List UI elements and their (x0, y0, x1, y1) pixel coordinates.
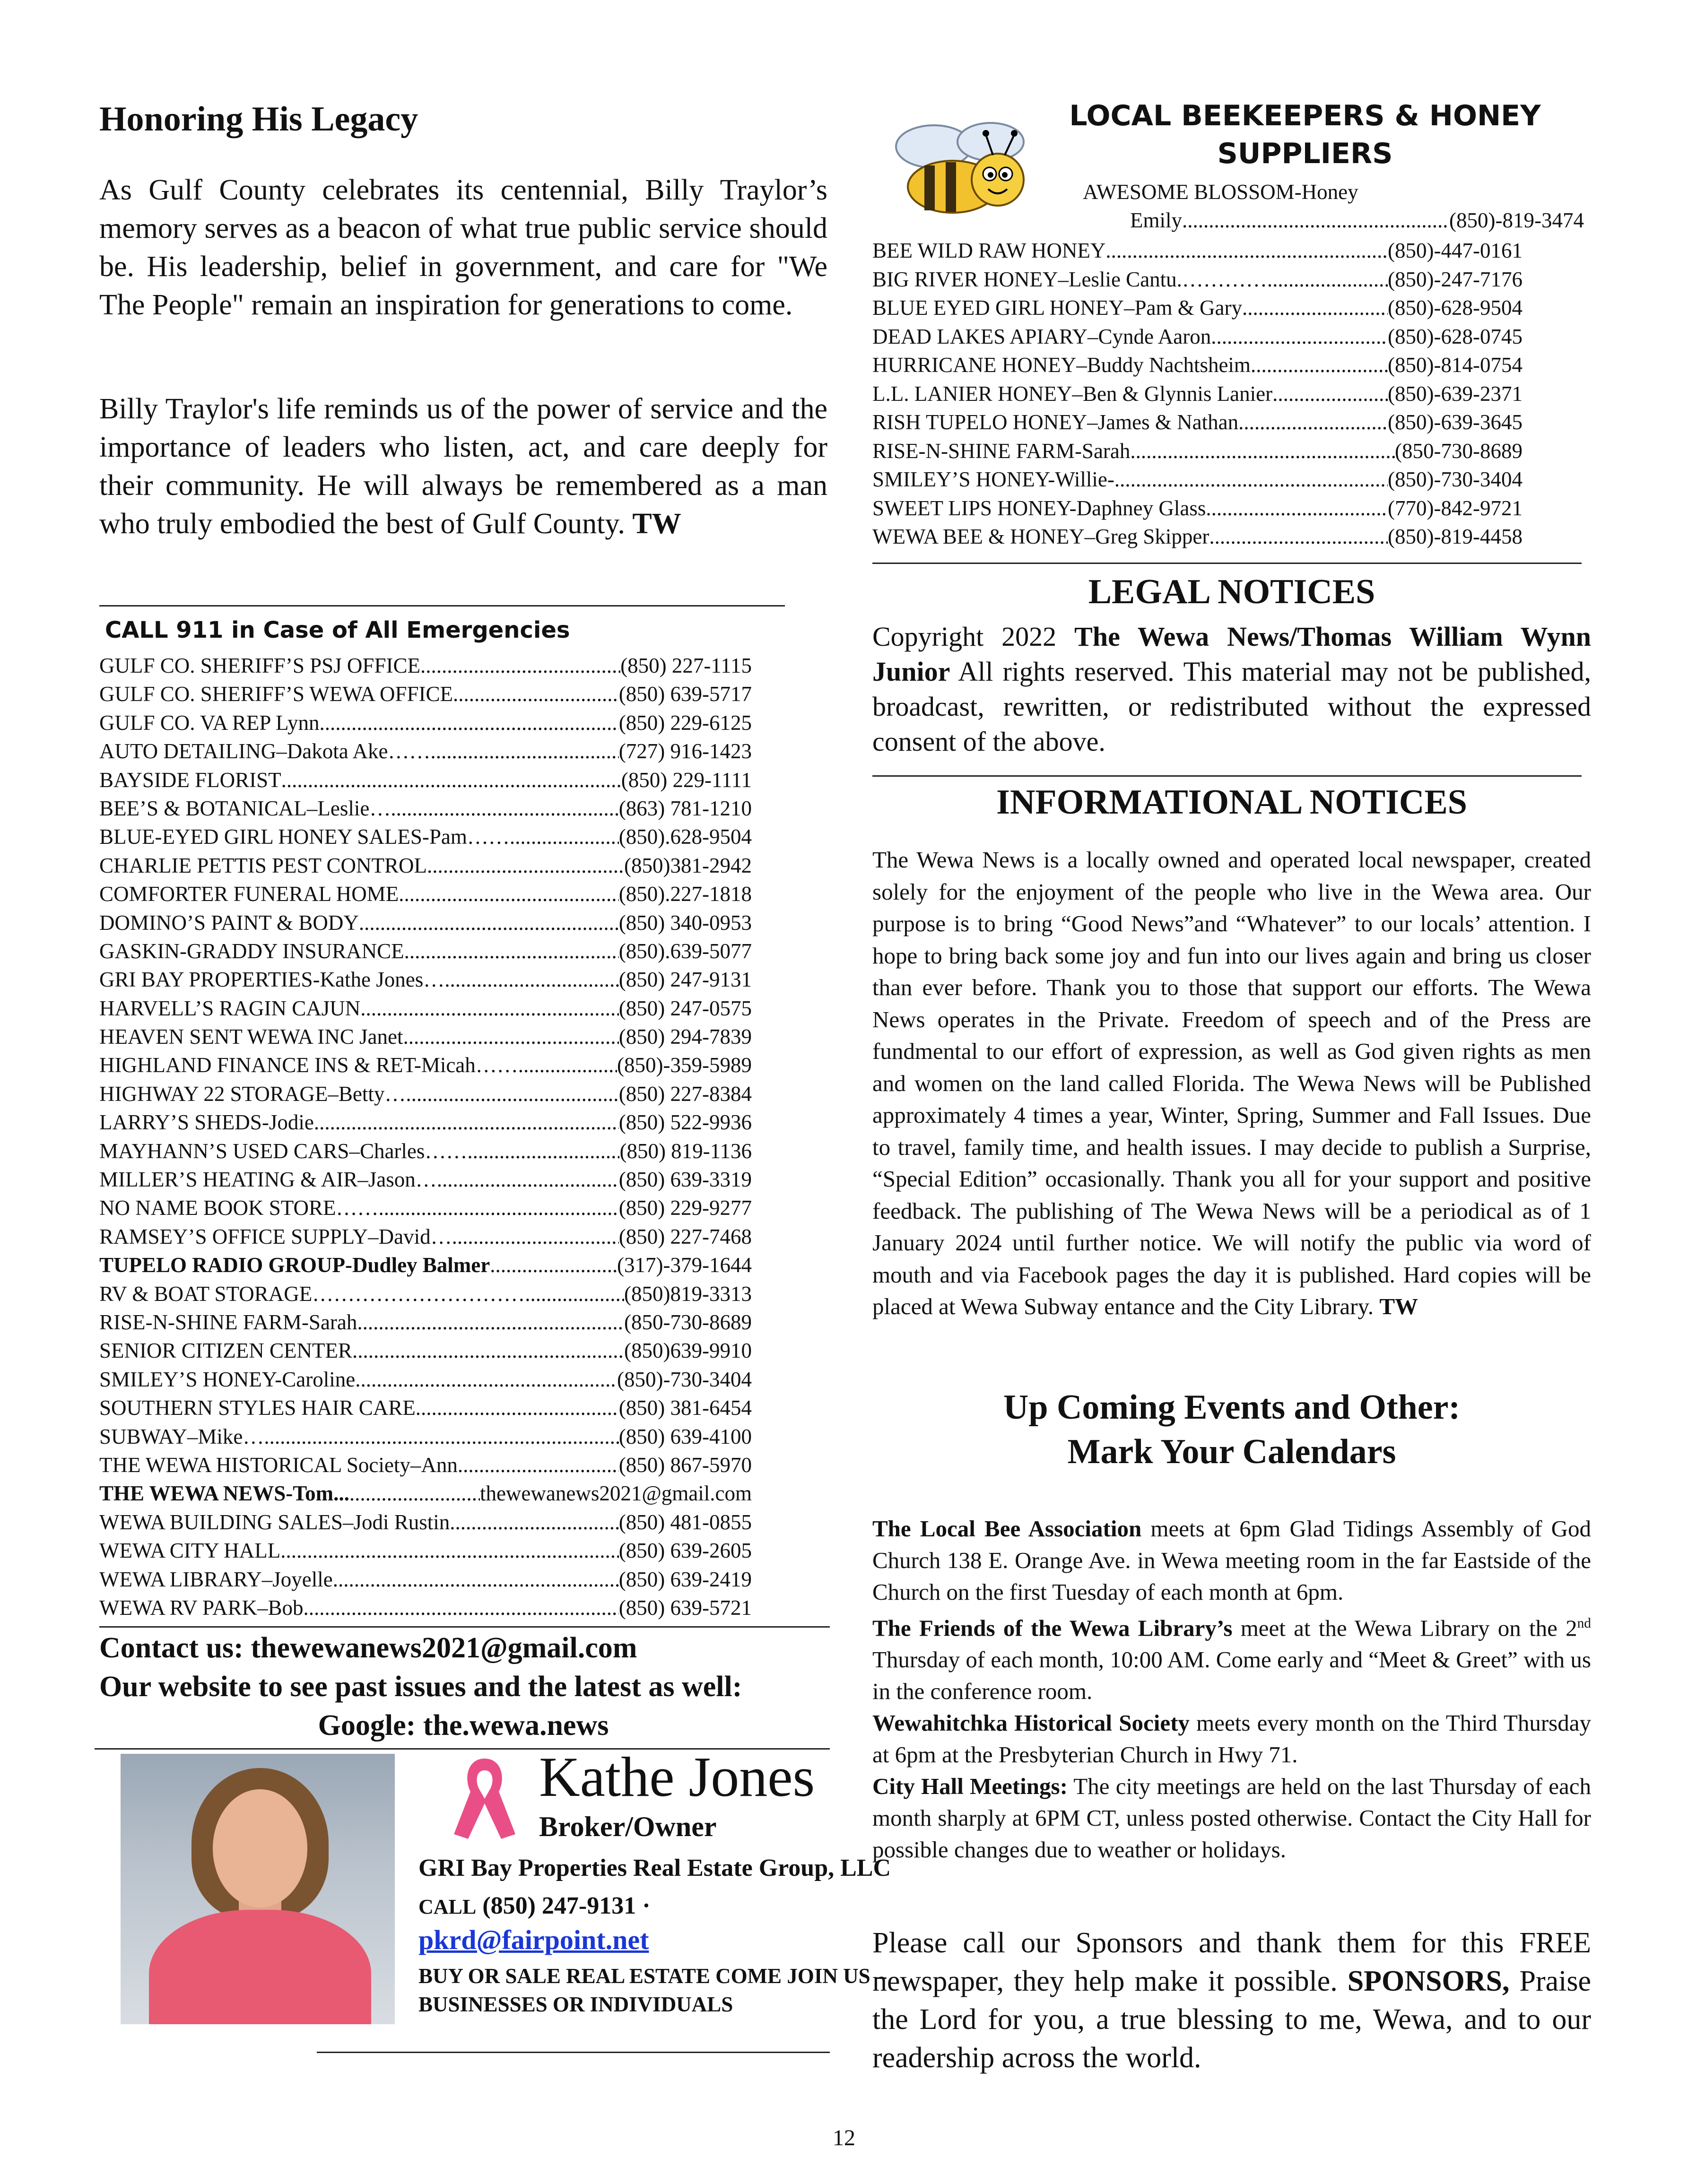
directory-row (99, 794, 752, 823)
legal-rest: All rights reserved. This material may not be published, broadcast, rewritten, or redistributed without the expressed consent of the above. (872, 656, 1591, 757)
directory-phone: (727) 916-1423 (618, 739, 752, 763)
awesome-blossom-contact (1130, 208, 1584, 233)
directory-name: GULF CO. SHERIFF’S WEWA OFFICE (99, 682, 453, 706)
directory-row (99, 1194, 752, 1222)
directory-phone: (850)-247-7176 (1388, 267, 1523, 291)
directory-phone: (863) 781-1210 (618, 796, 752, 820)
directory-name: WEWA LIBRARY–Joyelle (99, 1567, 333, 1591)
directory-name: BEE WILD RAW HONEY (872, 239, 1106, 262)
directory-row (99, 1251, 752, 1279)
directory-row (872, 522, 1523, 551)
directory-row (99, 851, 752, 880)
directory-phone: (850) 227-8384 (618, 1082, 752, 1106)
directory-name: THE WEWA HISTORICAL Society–Ann (99, 1453, 458, 1477)
directory-row (872, 236, 1523, 265)
directory-row (99, 1051, 752, 1079)
events-list (872, 1513, 1591, 1865)
directory-row (99, 909, 752, 937)
directory-phone: (850) 227-1115 (620, 654, 752, 677)
ad-company-name: GRI Bay Properties Real Estate Group, LLC (418, 1855, 891, 1881)
directory-name: GASKIN-GRADDY INSURANCE (99, 939, 404, 963)
event-text: meets every month on the Third Thursday at 6pm at the Presbyterian Church in Hwy 71. (872, 1710, 1591, 1768)
directory-row (99, 1080, 752, 1108)
event-name: The Friends of the Wewa Library’s (872, 1615, 1233, 1641)
directory-name: GULF CO. VA REP Lynn (99, 711, 320, 735)
directory-row (99, 1565, 752, 1594)
pink-ribbon-icon (449, 1754, 520, 1844)
directory-phone: (317)-379-1644 (617, 1253, 752, 1277)
directory-name: RV & BOAT STORAGE………………………… (99, 1282, 525, 1306)
directory-phone: (850)-639-3645 (1388, 410, 1523, 434)
directory-name: SENIOR CITIZEN CENTER (99, 1339, 352, 1363)
directory-phone: (850) 229-1111 (621, 768, 752, 792)
beekeepers-divider (872, 563, 1582, 564)
directory-row (99, 823, 752, 851)
directory-row (872, 294, 1523, 322)
ad-call-label: CALL (418, 1895, 477, 1918)
legal-divider (872, 775, 1582, 777)
directory-phone: thewewanews2021@gmail.com (479, 1482, 752, 1506)
directory-phone: (850) 227-7468 (618, 1224, 752, 1248)
directory-phone: (850)-730-3404 (1388, 468, 1523, 491)
directory-name: BLUE EYED GIRL HONEY–Pam & Gary (872, 296, 1242, 320)
directory-row (99, 1394, 752, 1422)
event-item (872, 1608, 1591, 1707)
directory-phone: (850) 639-2419 (618, 1567, 752, 1591)
directory-row (99, 1422, 752, 1451)
directory-name: SOUTHERN STYLES HAIR CARE (99, 1396, 416, 1420)
directory-row (99, 965, 752, 994)
directory-name: COMFORTER FUNERAL HOME (99, 882, 399, 906)
directory-name: DOMINO’S PAINT & BODY (99, 910, 359, 935)
legacy-paragraph-1: As Gulf County celebrates its centennial, Billy Traylor’s memory serves as a beacon of what true public service should be. His leadership, belief in government, and care for "We The People" remain an inspiration for generations to come. (99, 174, 827, 321)
directory-name: BEE’S & BOTANICAL–Leslie… (99, 796, 391, 820)
directory-row (99, 709, 752, 737)
directory-name: HARVELL’S RAGIN CAJUN (99, 996, 361, 1020)
contact-website-line: Our website to see past issues and the latest as well: (99, 1671, 742, 1703)
ad-email-link[interactable]: pkrd@fairpoint.net (418, 1924, 649, 1955)
directory-row (872, 437, 1523, 466)
info-text: The Wewa News is a locally owned and operated local newspaper, created solely for the enjoyment of the people who live in the Wewa area. Our purpose is to bring “Good News”and “Whatever” to our locals’ attention. I hope to bring back some joy and fun into our lives again and bring us closer than ever before. Thank you to those that support our efforts. The Wewa News operates in the Private. Freedom of speech and of the Press are fundmental to our effort of expression, as well as God given rights as men and women on the land called Florida. The Wewa News will be Published approximately 4 times a year, Winter, Spring, Summer and Fall Issues. Due to travel, family time, and health issues. I may decide to publish a Surprise, “Special Edition” occasionally. Thank you all for your support and positive feedback. The publishing of The Wewa News will be a periodical as of 1 January 2024 until further notice. We will notify the public via word of mouth and via Facebook pages the day it is published. Hard copies will be placed at Wewa Subway entance and the City Library. (872, 847, 1591, 1319)
directory-phone: (850)-730-3404 (617, 1367, 752, 1391)
directory-name: HIGHWAY 22 STORAGE–Betty… (99, 1082, 406, 1106)
directory-name: WEWA CITY HALL (99, 1539, 281, 1563)
directory-phone: (850)-359-5989 (617, 1053, 752, 1077)
contact-email-line: Contact us: thewewanews2021@gmail.com (99, 1632, 637, 1664)
directory-phone: (850) 819-1136 (619, 1139, 752, 1163)
closing-message (872, 1924, 1591, 2077)
ad-phone: (850) 247-9131 · (482, 1892, 651, 1919)
directory-phone: (850) 639-3319 (618, 1168, 752, 1192)
closing-text: Praise the Lord for you, a true blessing to me, Wewa, and to our readership across the world. (872, 1965, 1591, 2074)
directory-row (99, 766, 752, 794)
directory-row (99, 1451, 752, 1479)
directory-phone: (850)-628-0745 (1388, 324, 1523, 348)
directory-name: WEWA BEE & HONEY–Greg Skipper (872, 525, 1209, 548)
directory-phone: (850) 867-5970 (618, 1453, 752, 1477)
directory-name: BAYSIDE FLORIST (99, 768, 281, 792)
directory-name: GRI BAY PROPERTIES-Kathe Jones… (99, 968, 445, 992)
directory-name: WEWA BUILDING SALES–Jodi Rustin (99, 1510, 450, 1534)
directory-name: NO NAME BOOK STORE……. (99, 1196, 384, 1220)
directory-name: SMILEY’S HONEY-Willie- (872, 468, 1114, 491)
contact-google-line: Google: the.wewa.news (318, 1709, 609, 1742)
directory-row (99, 651, 752, 680)
event-text: meets at 6pm Glad Tidings Assembly of God Church 138 E. Orange Ave. in Wewa meeting room in the far Eastside of the Church on the first Tuesday of each month at 6pm. (872, 1516, 1591, 1605)
directory-name: WEWA RV PARK–Bob (99, 1595, 304, 1620)
directory-phone: (850) 294-7839 (618, 1025, 752, 1049)
ad-bottom-divider (317, 2052, 830, 2053)
directory-phone: (850) 247-0575 (618, 996, 752, 1020)
directory-row (872, 322, 1523, 351)
directory-name: TUPELO RADIO GROUP-Dudley Balmer (99, 1253, 490, 1277)
directory-phone: (850)-447-0161 (1388, 239, 1523, 262)
directory-row (99, 1308, 752, 1336)
directory-name: RAMSEY’S OFFICE SUPPLY–David… (99, 1224, 452, 1248)
beekeepers-title: LOCAL BEEKEEPERS & HONEY SUPPLIERS (1069, 99, 1541, 170)
directory-phone: (850) 247-9131 (618, 968, 752, 992)
directory-name: DEAD LAKES APIARY–Cynde Aaron (872, 324, 1211, 348)
directory-row (99, 1222, 752, 1251)
ad-company (418, 1849, 905, 1926)
directory-name: RISH TUPELO HONEY–James & Nathan (872, 410, 1239, 434)
directory-row (99, 1365, 752, 1394)
directory-phone: (850) 481-0855 (618, 1510, 752, 1534)
legal-body (872, 619, 1591, 759)
closing-text: Please call our Sponsors and thank them for this FREE newspaper, they help make it possible. (872, 1927, 1591, 1997)
ad-role: Broker/Owner (539, 1811, 717, 1842)
contact-block (99, 1629, 827, 1745)
event-text: meet at the Wewa Library on the 2 (1232, 1615, 1577, 1641)
directory-phone: (850)819-3313 (624, 1282, 752, 1306)
awesome-blossom-name: Emily (1130, 208, 1182, 232)
legal-prefix: Copyright 2022 (872, 621, 1075, 652)
legacy-title: Honoring His Legacy (99, 100, 418, 139)
directory-row (99, 1023, 752, 1051)
awesome-blossom-line: AWESOME BLOSSOM-Honey (1083, 180, 1358, 204)
directory-row (872, 465, 1523, 494)
directory-phone: (850) 639-5721 (618, 1595, 752, 1620)
page-number: 12 (833, 2125, 855, 2150)
event-item (872, 1707, 1591, 1770)
directory-phone: (850) 229-9277 (618, 1196, 752, 1220)
events-title-line-1: Up Coming Events and Other: (1003, 1388, 1461, 1427)
directory-name: HIGHLAND FINANCE INS & RET-Micah……. (99, 1053, 524, 1077)
directory-phone: (850-730-8689 (624, 1310, 752, 1334)
directory-name: GULF CO. SHERIFF’S PSJ OFFICE (99, 654, 420, 677)
directory-phone: (850)-819-4458 (1388, 525, 1523, 548)
ad-name: Kathe Jones (539, 1745, 815, 1808)
directory-name: RISE-N-SHINE FARM-Sarah (99, 1310, 357, 1334)
event-name: City Hall Meetings: (872, 1773, 1068, 1800)
directory-row (99, 880, 752, 908)
info-body (872, 844, 1591, 1323)
directory-name: HEAVEN SENT WEWA INC Janet (99, 1025, 403, 1049)
directory-name: BIG RIVER HONEY–Leslie Cantu.…………. (872, 267, 1273, 291)
events-title-line-2: Mark Your Calendars (1067, 1432, 1396, 1471)
legacy-signature: TW (632, 508, 681, 540)
awesome-blossom-phone: (850)-819-3474 (1449, 208, 1584, 232)
agent-photo (121, 1754, 395, 2024)
ad-tagline: BUY OR SALE REAL ESTATE COME JOIN US – BUSINESSES OR INDIVIDUALS (418, 1964, 887, 2016)
legacy-paragraph-2-text: Billy Traylor's life reminds us of the power of service and the importance of leaders who listen, act, and care deeply for their community. He will always be remembered as a man who truly embodied the best of Gulf County. (99, 393, 827, 540)
directory-name: MILLER’S HEATING & AIR–Jason… (99, 1168, 437, 1192)
event-text: The city meetings are held on the last Thursday of each month sharply at 6PM CT, unless posted otherwise. Contact the City Hall for possible changes due to weather or holidays. (872, 1773, 1591, 1863)
directory-row (872, 380, 1523, 408)
event-name: The Local Bee Association (872, 1516, 1142, 1542)
directory-row (99, 1165, 752, 1194)
directory-row (99, 1336, 752, 1365)
directory-row (872, 408, 1523, 437)
directory-phone: (850) 639-2605 (618, 1539, 752, 1563)
directory-name: L.L. LANIER HONEY–Ben & Glynnis Lanier (872, 381, 1273, 406)
directory-phone: (770)-842-9721 (1388, 496, 1523, 520)
directory-row (99, 1108, 752, 1136)
directory-phone: (850-730-8689 (1395, 439, 1523, 463)
directory-row (99, 1479, 752, 1508)
directory-phone: (850)-628-9504 (1388, 296, 1523, 320)
directory-phone: (850) 340-0953 (618, 910, 752, 935)
directory-name: BLUE-EYED GIRL HONEY SALES-Pam…… (99, 825, 510, 849)
emergency-directory (99, 651, 752, 1622)
event-item (872, 1513, 1591, 1608)
directory-name: MAYHANN’S USED CARS–Charles…… (99, 1139, 468, 1163)
event-text: Thursday of each month, 10:00 AM. Come early and “Meet & Greet” with us in the conference room. (872, 1647, 1591, 1705)
directory-name: SMILEY’S HONEY-Caroline (99, 1367, 356, 1391)
directory-name: SWEET LIPS HONEY-Daphney Glass (872, 496, 1206, 520)
legal-title: LEGAL NOTICES (1088, 572, 1375, 611)
events-title (872, 1385, 1591, 1474)
directory-phone: (850).227-1818 (618, 882, 752, 906)
directory-phone: (850) 229-6125 (618, 711, 752, 735)
directory-row (99, 1137, 752, 1165)
directory-row (99, 994, 752, 1023)
directory-phone: (850)639-9910 (624, 1339, 752, 1363)
closing-sponsors: SPONSORS, (1347, 1965, 1510, 1997)
directory-phone: (850)-639-2371 (1388, 381, 1523, 406)
directory-phone: (850).639-5077 (618, 939, 752, 963)
directory-row (99, 1594, 752, 1622)
directory-name: HURRICANE HONEY–Buddy Nachtsheim (872, 353, 1251, 377)
directory-phone: (850)381-2942 (624, 853, 752, 877)
directory-name: CHARLIE PETTIS PEST CONTROL (99, 853, 427, 877)
directory-row (99, 1536, 752, 1565)
info-signature: TW (1379, 1293, 1418, 1319)
directory-divider (99, 1626, 830, 1628)
beekeepers-directory (872, 236, 1523, 551)
directory-phone: (850) 639-4100 (618, 1424, 752, 1448)
directory-row (99, 1280, 752, 1308)
directory-row (872, 494, 1523, 523)
info-title: INFORMATIONAL NOTICES (996, 783, 1467, 822)
directory-phone: (850) 639-5717 (618, 682, 752, 706)
directory-row (99, 737, 752, 765)
directory-name: LARRY’S SHEDS-Jodie (99, 1110, 314, 1135)
event-name: Wewahitchka Historical Society (872, 1710, 1190, 1736)
directory-row (99, 937, 752, 965)
event-item (872, 1770, 1591, 1865)
section-divider (99, 605, 785, 607)
emergency-title: CALL 911 in Case of All Emergencies (105, 617, 570, 643)
directory-phone: (850).628-9504 (618, 825, 752, 849)
legal-owner: The Wewa News/Thomas William Wynn Junior (872, 621, 1591, 687)
directory-phone: (850) 381-6454 (618, 1396, 752, 1420)
directory-name: AUTO DETAILING–Dakota Ake……. (99, 739, 436, 763)
directory-row (872, 351, 1523, 380)
legacy-paragraph-2 (99, 390, 827, 543)
directory-row (99, 1508, 752, 1536)
directory-row (99, 680, 752, 708)
event-ordinal: nd (1577, 1616, 1591, 1631)
directory-row (872, 265, 1523, 294)
directory-name: RISE-N-SHINE FARM-Sarah (872, 439, 1131, 463)
directory-name: SUBWAY–Mike… (99, 1424, 264, 1448)
directory-phone: (850)-814-0754 (1388, 353, 1523, 377)
directory-name: THE WEWA NEWS-Tom... (99, 1482, 349, 1506)
directory-phone: (850) 522-9936 (618, 1110, 752, 1135)
